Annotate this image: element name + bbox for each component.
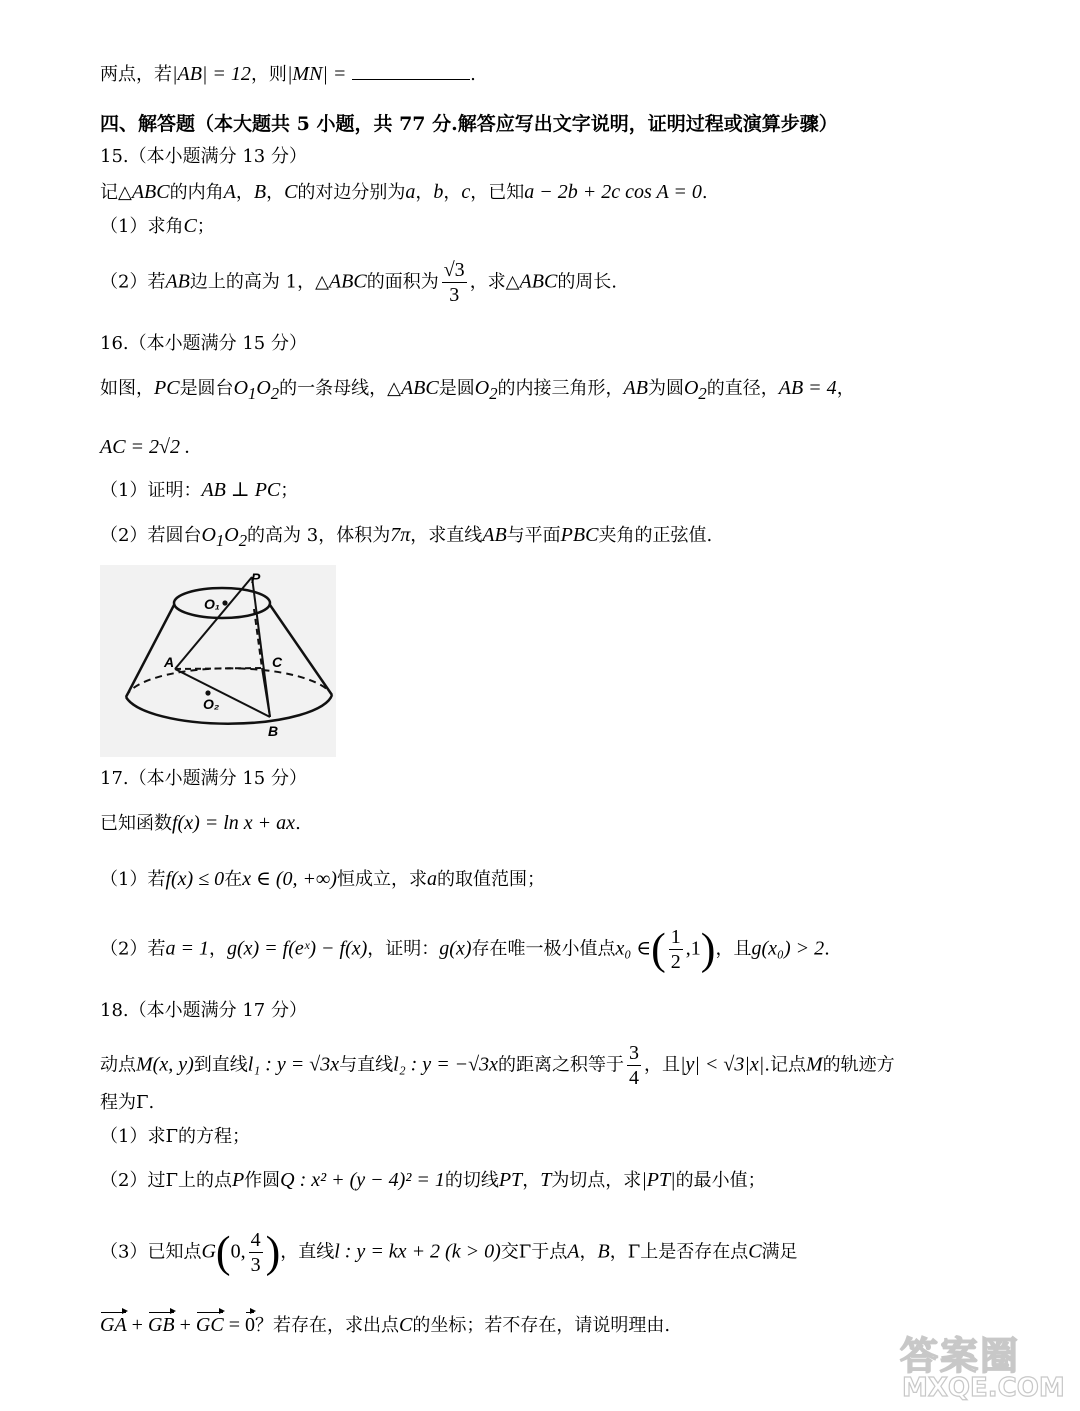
q15-header: 15.（本小题满分 13 分）	[100, 146, 307, 167]
distance-fraction: $\frac{3}{4}$	[629, 1042, 640, 1089]
q16-stem-line2: AC = 2√2 .	[100, 436, 191, 458]
q15-part2: （2）若AB边上的高为 1，△ABC的面积为 $\frac{√3}{3}$ ，求△ABC的周长.	[100, 259, 618, 306]
q16-stem: 如图，PC是圆台$O_1O_2$的一条母线，△ABC是圆$O_2$的内接三角形，AB为圆$O_2$的直径，AB = 4，	[100, 377, 855, 403]
q18-stem-line2: 程为Γ.	[100, 1092, 155, 1113]
center-o1-dot	[222, 600, 227, 605]
label-C: C	[272, 654, 283, 670]
q15-part1: （1）求角C；	[100, 215, 215, 237]
frustum-figure	[100, 565, 336, 757]
q18-part2: （2）过Γ上的点P作圆Q : x² + (y − 4)² = 1的切线PT，T为切点，求|PT|的最小值；	[100, 1169, 766, 1191]
center-o2-dot	[205, 690, 210, 695]
label-A: A	[164, 654, 175, 670]
q16-part2: （2）若圆台$O_1O_2$的高为 3，体积为7π，求直线AB与平面PBC夹角的正弦值.	[100, 524, 713, 550]
q18-header: 18.（本小题满分 17 分）	[100, 1000, 307, 1021]
label-B: B	[268, 723, 279, 739]
top-line: 两点，若|AB| = 12，则|MN| = .	[100, 63, 476, 85]
watermark-logo	[900, 1325, 1070, 1405]
point-g-fraction: $\frac{4}{3}$	[250, 1229, 261, 1276]
section-heading: 四、解答题（本大题共 5 小题，共 77 分.解答应写出文字说明，证明过程或演算步骤）	[100, 113, 838, 135]
q18-part3: （3）已知点G(0, $\frac{4}{3}$ )，直线l : y = kx + 2 (k > 0)交Γ于点A，B，Γ上是否存在点C满足	[100, 1227, 798, 1277]
label-O1: O₁	[204, 596, 220, 612]
q18-part3-line2: GA + GB + GC = 0？若存在，求出点C的坐标；若不存在，请说明理由.	[100, 1311, 670, 1340]
label-P: P	[251, 570, 261, 586]
label-O2: O₂	[203, 696, 220, 712]
q16-header: 16.（本小题满分 15 分）	[100, 333, 307, 354]
q17-part1: （1）若f(x) ≤ 0在x ∈ (0, +∞)恒成立，求a的取值范围；	[100, 868, 545, 890]
q17-header: 17.（本小题满分 15 分）	[100, 768, 307, 789]
figure-background	[100, 565, 336, 757]
watermark-text-main: 答案圈	[900, 1334, 1021, 1378]
q16-part1: （1）证明：AB ⊥ PC；	[100, 479, 299, 501]
q18-part1: （1）求Γ的方程；	[100, 1126, 250, 1147]
q17-stem: 已知函数f(x) = ln x + ax.	[100, 812, 301, 834]
interval-fraction: $\frac{1}{2}$	[670, 926, 681, 973]
area-fraction: $\frac{√3}{3}$	[443, 259, 465, 306]
q15-stem: 记△ABC的内角A，B，C的对边分别为a，b，c，已知a − 2b + 2c cos A = 0.	[100, 181, 708, 203]
q17-part2: （2）若a = 1，g(x) = f(eˣ) − f(x)，证明：g(x)存在唯一极小值点x₀ ∈( $\frac{1}{2}$ ,1)，且g(x₀) > 2.	[100, 924, 830, 974]
watermark-text-url: MXQE.COM	[902, 1373, 1065, 1403]
segment-AC	[175, 668, 262, 669]
answer-blank[interactable]	[352, 61, 470, 80]
q18-stem: 动点M(x, y)到直线l₁ : y = √3x与直线l₂ : y = −√3x的距离之积等于 $\frac{3}{4}$ ，且|y| < √3|x|.记点M的轨迹方	[100, 1042, 895, 1089]
